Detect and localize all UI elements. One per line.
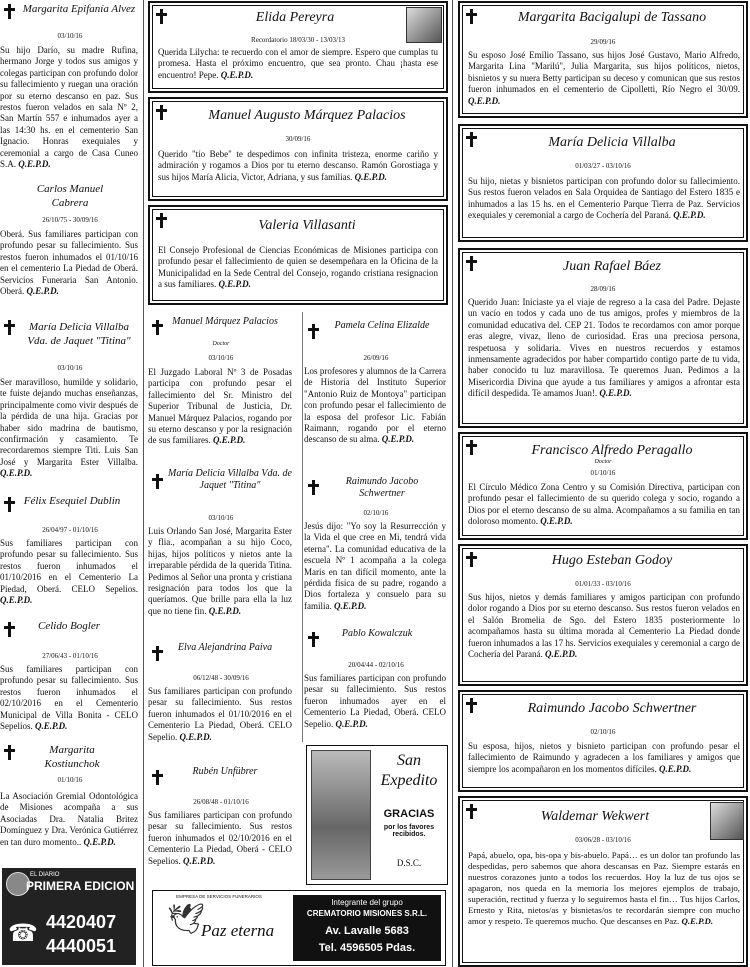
obituary-date: 02/10/16: [363, 509, 389, 517]
obituary-text: El Círculo Médico Zona Centro y su Comisión Directiva, participan con profundo pesar el fallecimiento de su querido colega y socio, rogando a Dios por el eterno descanso de su alma. Acompañamos a su familia en tan doloroso momento. Q.E.P.D.: [468, 482, 740, 527]
obituary: [148, 640, 294, 760]
cross-icon: [156, 9, 167, 24]
ad-address: Av. Lavalle 5683: [325, 925, 409, 937]
obituary-text: Sus familiares participan con profundo pesar su fallecimiento. Sus restos fueron inhumados ayer en el Cementerio La Piedad, Oberá. CELO Sepelio. Q.E.P.D.: [304, 673, 446, 729]
obituary-date: 01/03/27 - 03/10/16: [575, 162, 631, 170]
deceased-name: María Delicia Villalba Vda. de Jaquet "Titina": [27, 321, 131, 347]
cross-icon: [466, 552, 477, 567]
qepd-label: Q.E.P.D.: [208, 605, 242, 616]
ad-arc-text: EMPRESA DE SERVICIOS FUNERARIOS: [176, 894, 262, 899]
obituary-boxed: [148, 1, 448, 93]
obituary-boxed: [458, 432, 748, 540]
obituary-text: Ser maravilloso, humilde y solidario, te fuiste dejando muchas enseñanzas, principalmente como vivir después de la pérdida de una hija. Gracias por haber sido madrina de bautismo, confirmación y casamiento. Te recordaremos siempre Titi. Luis San José y Margarita Ester Villalba. Q.E.P.D.: [0, 377, 138, 479]
obituary-date: 30/09/16: [285, 135, 311, 143]
qepd-label: Q.E.P.D.: [673, 210, 706, 221]
obituary-date: 03/10/16: [208, 514, 234, 522]
obituary-text: La Asociación Gremial Odontológica de Misiones acompaña a sus Asociadas Dra. Natalia Britez Domínguez y Dra. Verónica Gutiérrez en tan duro momento.. Q.E.P.D.: [0, 791, 138, 847]
cross-icon: [466, 698, 477, 713]
obituary-date: 29/09/16: [590, 38, 616, 46]
obituary: [0, 0, 140, 178]
obituary-date: 03/10/16: [208, 354, 234, 362]
deceased-name: Manuel Augusto Márquez Palacios: [208, 108, 406, 123]
cross-icon: [466, 132, 477, 147]
cross-icon: [466, 804, 477, 819]
qepd-label: Q.E.P.D.: [18, 159, 51, 170]
deceased-name: Pamela Celina Elizalde: [334, 320, 430, 331]
qepd-label: Q.E.P.D.: [381, 434, 415, 445]
expedito-title-2: Expedito: [380, 772, 438, 789]
column-divider: [302, 312, 303, 742]
obituary-date: 03/06/28 - 03/10/16: [575, 836, 631, 844]
qepd-label: Q.E.P.D.: [35, 721, 68, 732]
deceased-name: Rubén Unfübrer: [192, 766, 258, 777]
deceased-name: Raimundo Jacobo Schwertner: [345, 476, 419, 499]
qepd-label: Q.E.P.D.: [0, 595, 33, 606]
cross-icon: [152, 646, 163, 661]
deceased-name: Carlos Manuel Cabrera: [36, 183, 104, 209]
cross-icon: [152, 320, 163, 335]
column-divider: [452, 0, 453, 967]
obituary-date: 01/01/33 - 03/10/16: [575, 580, 631, 588]
qepd-label: Q.E.P.D.: [334, 600, 367, 611]
ad-phone-2: 4440051: [46, 936, 117, 956]
obituary: [148, 764, 294, 884]
deceased-name: Waldemar Wekwert: [540, 809, 650, 824]
cross-icon: [156, 213, 167, 228]
obituary-text: Su hijo, nietas y bisnietos participan con profundo dolor su fallecimiento. Sus restos fueron velados en Sala Orquidea de Santiago del Estero 1835 e inhumados a las 15 hs. en el Cementerio Parque Tierra de Paz. Servicios exequiales y ceremonial a cargo de Cochería del Paraná. Q.E.P.D.: [468, 176, 740, 221]
ad-phone-1: 4420407: [46, 912, 117, 932]
deceased-name: Margarita Bacigalupi de Tassano: [517, 10, 707, 25]
obituary-boxed: [458, 796, 748, 967]
funeral-home-ad: [152, 890, 446, 966]
column-divider: [143, 0, 144, 967]
obituary-boxed: [148, 97, 448, 201]
obituary: [304, 626, 448, 736]
obituary-text: Sus hijos, nietos y demás familiares y amigos participan con profundo dolor rogando a Dios por su eterno descanso. Sus restos fueron velados en el Salón Bromelia de Sgo. del Estero 1835 posteriormente lo acompañamos hasta su última morada al Cementerio La Piedad donde fueron inhumados a las 17 hs. Servicios exequiales y ceremonial a cargo de Cochería del Paraná. Q.E.P.D.: [468, 592, 740, 660]
qepd-label: Q.E.P.D.: [599, 388, 632, 399]
obituary-text: Sus familiares participan con profundo pesar su fallecimiento. Sus restos fueron inhumados el 01/10/2016 en el Cementerio La Piedad, Oberá. CELO Sepelios. Q.E.P.D.: [0, 538, 138, 606]
ad-grupo: CREMATORIO MISIONES S.R.L.: [306, 909, 428, 918]
obituary: [0, 318, 140, 488]
cross-icon: [156, 105, 167, 120]
obituary-date: Recordatorio 18/03/30 - 13/03/13: [251, 36, 345, 44]
obituary: [304, 474, 448, 618]
obituary-boxed: [148, 205, 448, 305]
expedito-sign: D.S.C.: [396, 858, 422, 868]
ad-info-box: [293, 895, 441, 961]
deceased-name: Elva Alejandrina Paiva: [177, 642, 273, 653]
cross-icon: [4, 622, 15, 637]
obituary-text: Oberá. Sus familiares participan con profundo pesar su fallecimiento. Sus restos fueron inhumados el 01/10/16 en el cementerio La Piedad de Oberá. Servicios Funeraria San Antonio. Oberá. Q.E.P.D.: [0, 229, 138, 297]
deceased-name: Raimundo Jacobo Schwertner: [527, 701, 697, 716]
obituary-text: Papá, abuelo, opa, bis-opa y bis-abuelo. Papá… es un dolor tan profundo las despedidas, pero sabemos que ahora descansas en Paz. Siempre estarás en nuestros corazones junto a todos los recuerdos. Hoy la luz de tus ojos se apagaron, nos queda en la memoria los mejores ejemplos de trabajo, superación, rectitud y fuerza y lo seguiremos hasta el fin… Tus hijos Carlos, Ernesto y Rita, nietos/as y bisnietas/os te recordarán siempre con mucho amor y respeto. Te queremos mucho. Que descanses en Paz. Q.E.P.D.: [468, 850, 740, 926]
deceased-name: Francisco Alfredo Peragallo: [531, 443, 693, 458]
qepd-label: Q.E.P.D.: [83, 836, 116, 847]
deceased-name: Margarita Epifanía Alvez: [22, 3, 136, 15]
cross-icon: [308, 324, 319, 339]
obituary-date: 26/09/16: [363, 354, 389, 362]
expedito-title-1: San: [397, 752, 421, 769]
obituary-date: 26/10/75 - 30/09/16: [42, 216, 98, 224]
obituary-text: Su hijo Darío, su madre Rufina, hermano Jorge y todos sus amigos y colegas participan con profundo dolor su fallecimiento y ruegan una oración por su eterno descanso en paz. Sus restos fueron velados en sala Nº 2, San Martín 557 e inhumados ayer a las 14:30 hs. en el cementerio San Ignacio. Honras exequiales y ceremonial a cargo de Casa Cuneo S.A. Q.E.P.D.: [0, 45, 138, 170]
obituary-date: 26/04/97 - 01/10/16: [42, 526, 98, 534]
deceased-name: Pablo Kowalczuk: [341, 628, 413, 639]
dove-icon: 🕊: [167, 903, 206, 936]
qepd-label: Q.E.P.D.: [26, 286, 59, 297]
deceased-name: Margarita Kostiunchok: [44, 744, 100, 770]
saint-image: [311, 750, 371, 880]
deceased-name: Celido Bogler: [37, 620, 101, 632]
obituary-text: El Juzgado Laboral Nº 3 de Posadas participa con profundo pesar el fallecimiento del Sr. Ministro del Superior Tribunal de Justicia, Dr. Manuel Márquez Palacios, rogando por su eterno descanso y por la resignación de sus familiares. Q.E.P.D.: [148, 367, 292, 446]
qepd-label: Q.E.P.D.: [468, 95, 501, 106]
obituary-text: Su esposa, hijos, nietos y bisnieto participan con profundo pesar el fallecimiento de Raimundo y agradecen a los familiares y amigos que siempre los acompañaron en los momentos difíciles. Q.E.P.D.: [468, 741, 740, 774]
obituary-text: Luis Orlando San José, Margarita Ester y flia., acompañan a su hijo Coco, hijas, hijos políticos y nietos ante la irreparable pérdida de la querida Titina. Pedimos al Señor una pronta y cristiana resignación para todos los que la queríamos. Que brille para ella la luz que no tiene fin. Q.E.P.D.: [148, 526, 292, 616]
qepd-label: Q.E.P.D.: [220, 69, 254, 80]
obituary-date: 03/10/16: [57, 32, 83, 40]
obituary: [0, 493, 140, 611]
deceased-name: Juan Rafael Báez: [563, 259, 661, 274]
obituary-text: Querido "tío Bebe" te despedimos con infinita tristeza, enorme cariño y admiración y rogamos a Dios por tu eterno descanso. Ramón Gorostiaga y sus hijos María Alicia, Victor, Adriana, y sus familias. Q.E.P.D.: [158, 149, 438, 182]
obituary-date: 27/06/43 - 01/10/16: [42, 652, 98, 660]
obituary-boxed: [458, 544, 748, 686]
obituary-text: Querida Lilycha: te recuerdo con el amor de siempre. Espero que cumplas tu promesa. Hasta el próximo encuentro, que sea pronto. Chau ¡hasta ese encuentro! Pepe. Q.E.P.D.: [158, 47, 438, 80]
expedito-sub: por los favores recibidos.: [383, 824, 435, 838]
obituary-date: 01/10/16: [57, 776, 83, 784]
obituary: [0, 618, 140, 736]
ad-top-label: EL DIARIO: [30, 872, 60, 878]
qepd-label: Q.E.P.D.: [335, 718, 368, 729]
cross-icon: [308, 632, 319, 647]
cross-icon: [4, 745, 15, 760]
obituary: [304, 318, 448, 470]
deceased-name: Elida Pereyra: [255, 10, 335, 25]
cross-icon: [152, 474, 163, 489]
ad-phone: Tel. 4596505 Pdas.: [318, 942, 416, 954]
deceased-name: Hugo Esteban Godoy: [551, 553, 673, 568]
obituary-text: Jesús dijo: "Yo soy la Resurrección y la Vida el que cree en Mi, tendrá vida eterna". La comunidad educativa de la escuela Nº 1 acompaña a la colega Maris en tan difícil momento, ante la pérdida física de su padre, rogando a Dios fortaleza y consuelo para su familia. Q.E.P.D.: [304, 521, 446, 611]
obituary-boxed: [458, 690, 748, 792]
deceased-name: Manuel Márquez Palacios: [172, 316, 278, 327]
obituary-text: Los profesores y alumnos de la Carrera de Historia del Instituto Superior "Antonio Ruiz de Montoya" participan con profundo pesar el fallecimiento de la esposa del profesor Lic. Fabián Raimann, rogando por el eterno descanso de su alma. Q.E.P.D.: [304, 366, 446, 445]
qepd-label: Q.E.P.D.: [218, 279, 251, 290]
obituary-text: El Consejo Profesional de Ciencias Económicas de Misiones participa con profundo pesar el fallecimiento de quien se desempeñara en la Oficina de la Municipalidad en la Sede Central del Consejo, rogando cristiana resignacion a sus familiares. Q.E.P.D.: [158, 245, 438, 290]
ad-brand: PRIMERA EDICION: [26, 879, 135, 893]
cross-icon: [4, 4, 15, 19]
obituary-date: 28/09/16: [590, 285, 616, 293]
obituary-date: 02/10/16: [590, 728, 616, 736]
qepd-label: Q.E.P.D.: [212, 435, 246, 446]
qepd-label: Q.E.P.D.: [0, 468, 33, 479]
cross-icon: [4, 497, 15, 512]
qepd-label: Q.E.P.D.: [658, 763, 692, 774]
obituary-boxed: [458, 1, 748, 118]
obituary-date: 06/12/48 - 30/09/16: [193, 674, 249, 682]
obituary-text: Querido Juan: Iniciaste ya el viaje de regreso a la casa del Padre. Dejaste un vacío en todos y cada uno de tus amigos, profes y miembros de la comunidad educativa del. CEP 21. Todos te recordamos con amor porque eras alegre, vivaz, lleno de curiosidad. Eras una preciosa persona, respetuosa y solidaria. Vives en nuestros recuerdos y estamos inmensamente agradecidos por haber compartido contigo parte de tu vida, haber conocido tu luz maravillosa. Te queremos Juan. Pedimos a la Misericordia Divina que ayude a tus familiares y amigos a afrontar esta difícil despedida. Te amamos Juan!. Q.E.P.D.: [468, 297, 740, 399]
obituary-text: Sus familiares participan con profundo pesar su fallecimiento. Sus restos fueron inhumados el 02/10/2016 en el Cementerio Municipal de Villa Bonita - CELO Sepelios. Q.E.P.D.: [0, 664, 138, 732]
obituary-date: 03/10/16: [57, 364, 83, 372]
qepd-label: Q.E.P.D.: [183, 855, 216, 866]
cross-icon: [308, 480, 319, 495]
obituary: [148, 466, 294, 634]
qepd-label: Q.E.P.D.: [544, 649, 578, 660]
expedito-gracias: GRACIAS: [383, 808, 435, 820]
obituary-boxed: [458, 248, 748, 428]
obituary-date: 26/08/48 - 01/10/16: [193, 798, 249, 806]
phone-icon: ☎: [8, 921, 38, 947]
cross-icon: [466, 9, 477, 24]
deceased-name: María Delicia Villalba: [548, 135, 676, 150]
cross-icon: [152, 770, 163, 785]
obituary-boxed: [458, 124, 748, 242]
obituary-date: 01/10/16: [590, 469, 616, 477]
san-expedito-notice: [306, 745, 448, 885]
cross-icon: [466, 256, 477, 271]
obituary: [0, 741, 140, 861]
cross-icon: [466, 440, 477, 455]
obituary-text: Sus familiares participan con profundo pesar su fallecimiento. Sus restos fueron inhumados el 01/10/2016 en el Cementerio La Piedad, Oberá. CELO Sepelio. Q.E.P.D.: [148, 686, 292, 742]
cross-icon: [4, 320, 15, 335]
deceased-name: María Delicia Villalba Vda. de Jaquet "Titina": [168, 468, 292, 491]
ad-integrante: Integrante del grupo: [331, 898, 403, 907]
obituary-text: Sus familiares participan con profundo pesar su fallecimiento. Sus restos fueron inhumados el 02/10/2016 en el Cementerio La Piedad, Oberá - CELO Sepelios. Q.E.P.D.: [148, 810, 292, 866]
obituary-date: 20/04/44 - 02/10/16: [348, 661, 404, 669]
deceased-name: Félix Esequiel Dublin: [23, 495, 121, 507]
obituary: [148, 314, 294, 462]
obituary-text: Su esposo José Emilio Tassano, sus hijos José Gustavo, Mario Alfredo, Margarita Lina "Marilú", Julia Margarita, sus hijos políticos, nietos, bisnietos y su nuera Betty participan su deceso y comunican que sus restos fueron inhumados en el cementerio de Cipolletti, Río Negro el 30/09. Q.E.P.D.: [468, 50, 740, 106]
qepd-label: Q.E.P.D.: [354, 171, 387, 182]
obituary: [0, 180, 140, 310]
newspaper-ad: [2, 868, 136, 965]
qepd-label: Q.E.P.D.: [681, 916, 714, 926]
deceased-name: Valeria Villasanti: [258, 218, 356, 233]
qepd-label: Q.E.P.D.: [540, 516, 573, 527]
title-label: Doctor: [212, 341, 230, 347]
title-label: Doctor: [594, 459, 612, 465]
ad-logo: Paz eterna: [201, 921, 275, 940]
qepd-label: Q.E.P.D.: [179, 731, 212, 742]
